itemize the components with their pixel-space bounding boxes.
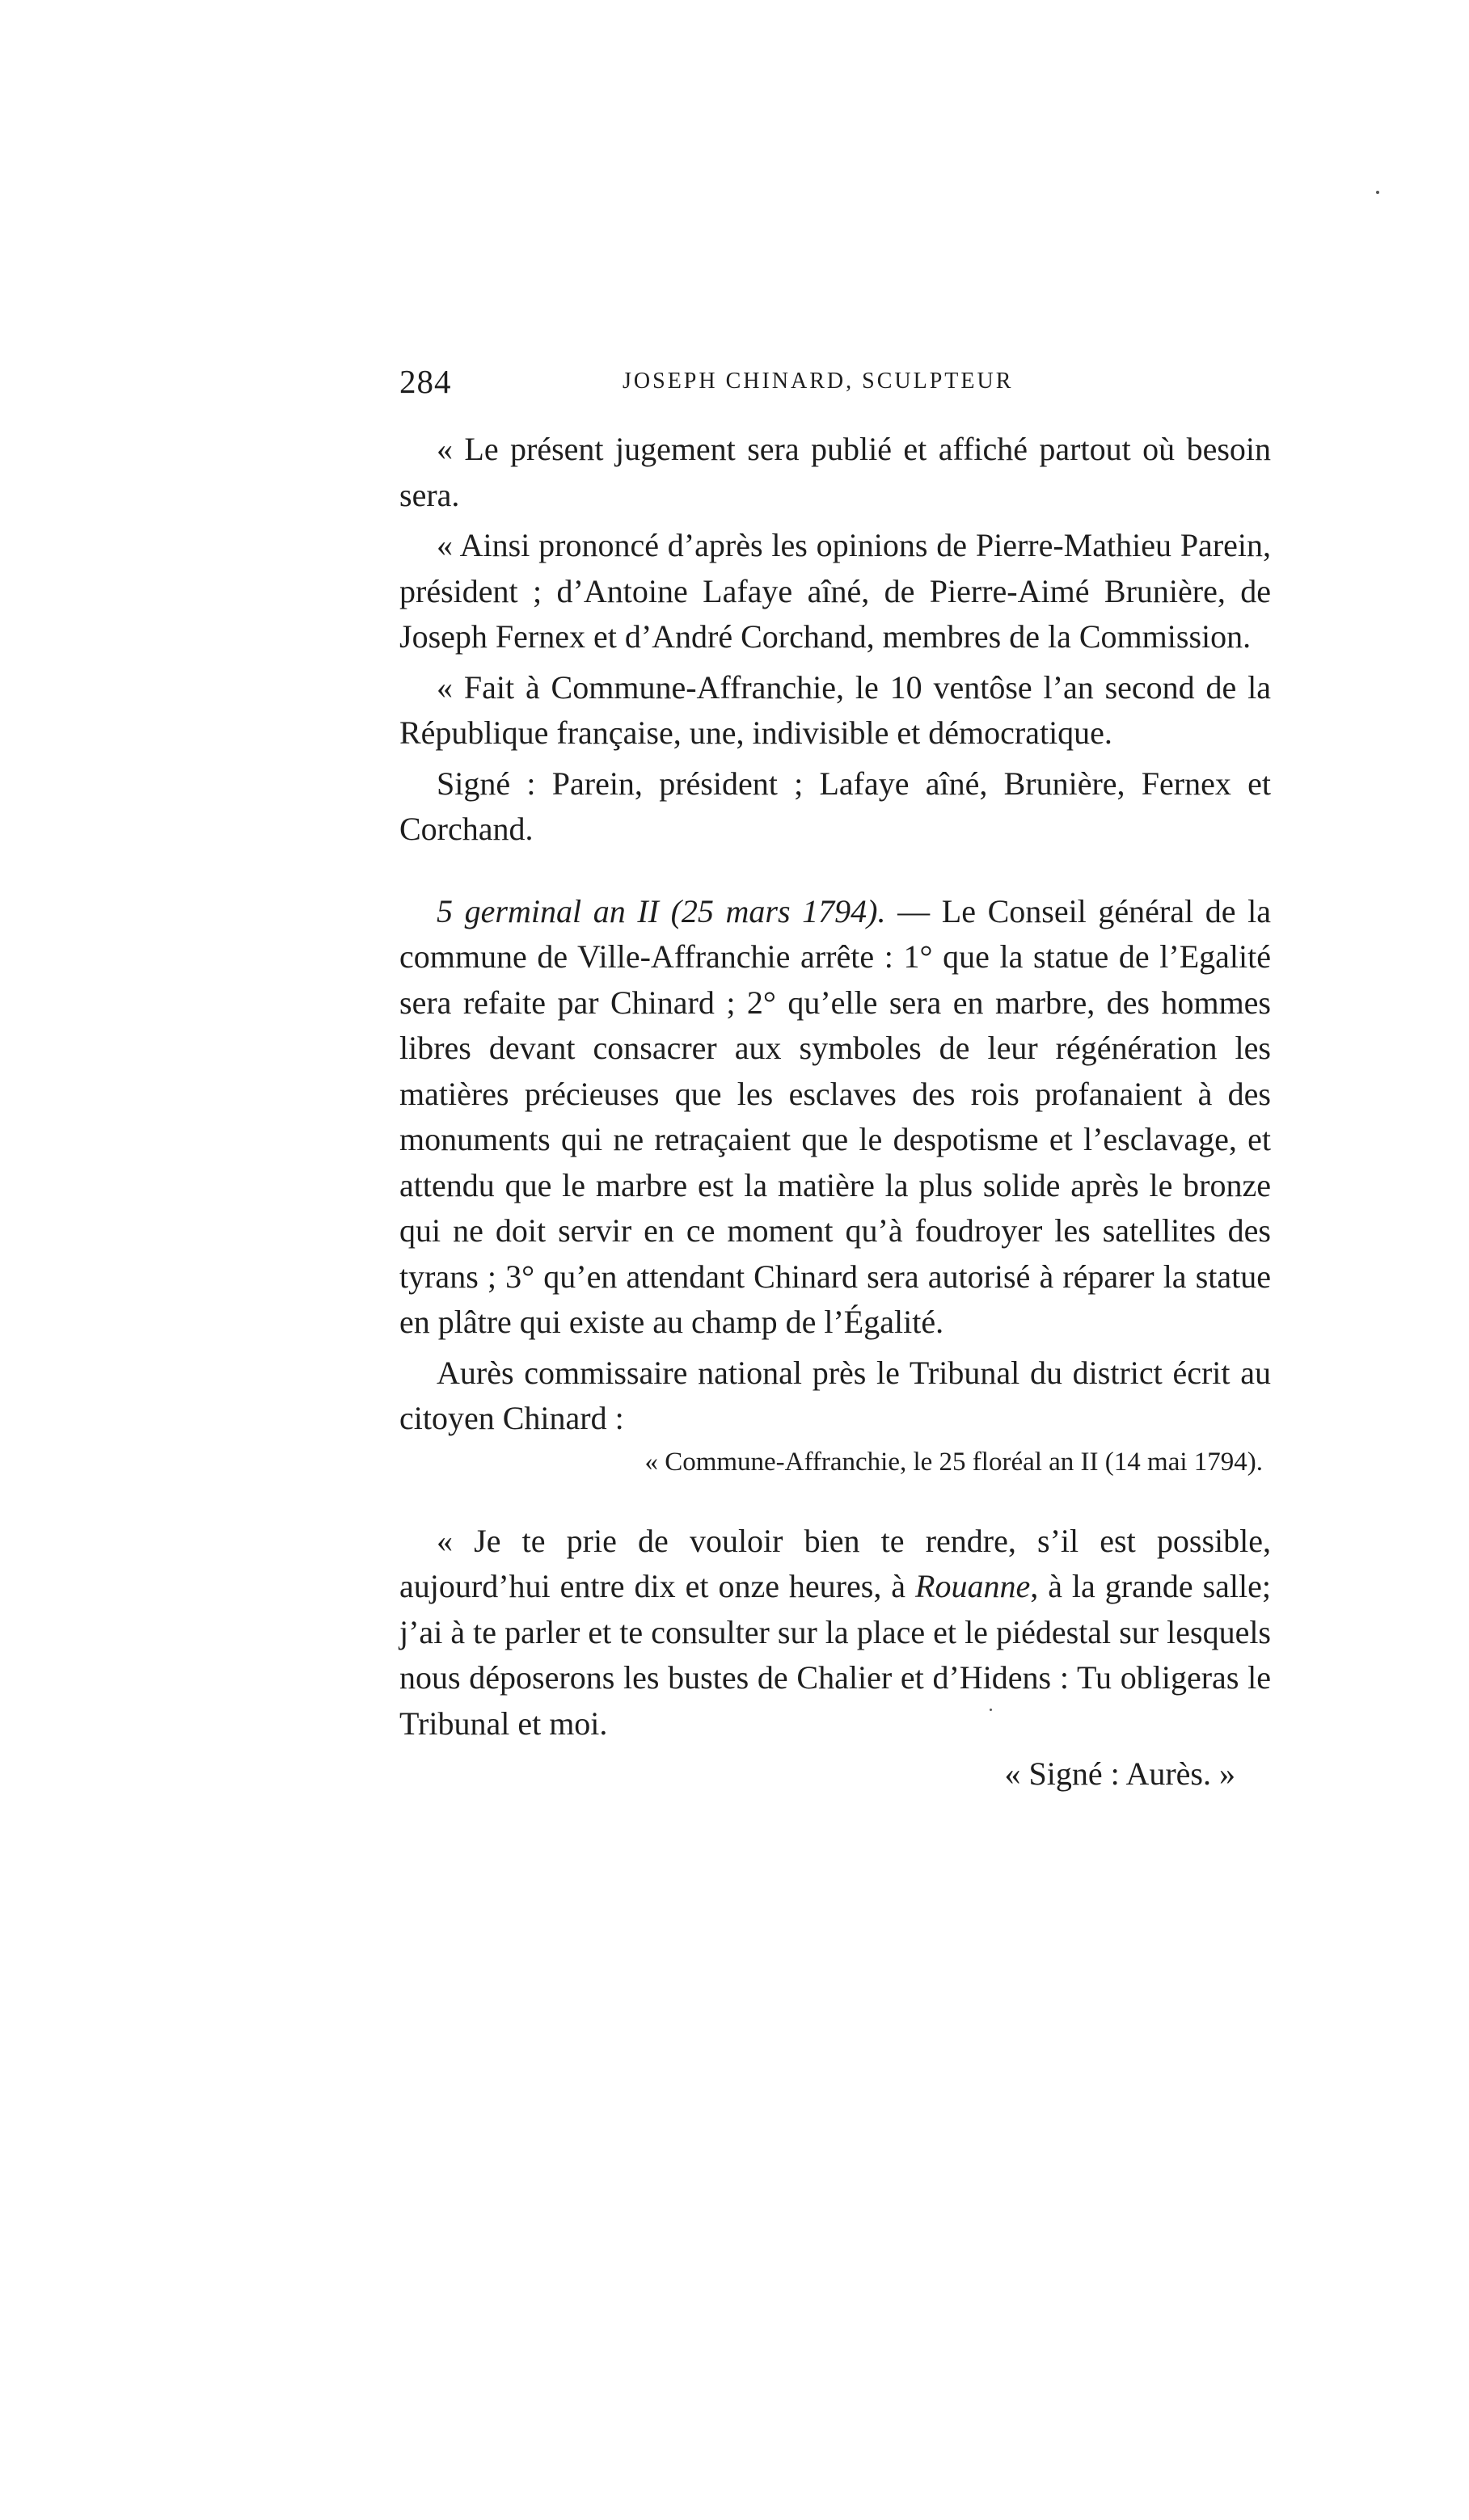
germinal-date: 5 germinal an II (25 mars 1794).: [437, 892, 886, 929]
paragraph-germinal-decision: [399, 889, 1271, 1346]
letter-place: Rouanne: [915, 1568, 1031, 1604]
page-header: [399, 357, 1273, 406]
letter-signature: « Signé : Aurès. »: [1004, 1755, 1235, 1792]
letter-body: [399, 1519, 1271, 1747]
paragraph-publication: « Le présent jugement sera publié et affiché partout où besoin sera.: [399, 431, 1271, 513]
paragraph-place-date: « Fait à Commune-Affranchie, le 10 ventôse l’an second de la République française, une, indivisible et démocratique.: [399, 668, 1271, 751]
paper-speck: [1376, 191, 1379, 194]
page-number: 284: [399, 363, 452, 400]
letter-dateline: « Commune-Affranchie, le 25 floréal an II (14 mai 1794).: [644, 1447, 1263, 1477]
paragraph-pronouncement: « Ainsi prononcé d’après les opinions de Pierre-Mathieu Parein, président ; d’Antoine Lafaye aîné, de Pierre-Aimé Brunière, de Joseph Fernex et d’André Corchand, membres de la Commission.: [399, 527, 1271, 655]
germinal-text: — Le Conseil général de la commune de Ville-Affranchie arrête : 1° que la statue de l’Egalité sera refaite par Chinard ; 2° qu’elle sera en marbre, des hommes libres devant consacrer aux symboles de leur régénération les matières précieuses que les esclaves des rois profanaient à des monuments qui ne retraçaient que le despotisme et l’esclavage, et attendu que le marbre est la matière la plus solide après le bronze qui ne doit servir en ce moment qu’à foudroyer les satellites des tyrans ; 3° qu’en attendant Chinard sera autorisé à réparer la statue en plâtre qui existe au champ de l’Égalité.: [399, 892, 1271, 1340]
paper-speck: [990, 1709, 992, 1711]
paragraph-aures-intro: Aurès commissaire national près le Tribunal du district écrit au citoyen Chinard :: [399, 1354, 1271, 1436]
body-text: [399, 427, 1271, 1797]
paragraph-signatures: Signé : Parein, président ; Lafaye aîné, Brunière, Fernex et Corchand.: [399, 765, 1271, 847]
letter-body-end: , à la grande salle; j’ai à te parler et te consulter sur la place et le piédestal sur lesquels nous déposerons les bustes de Chalier et d’Hidens : Tu obligeras le Tribunal et moi.: [399, 1568, 1271, 1742]
running-title: JOSEPH CHINARD, SCULPTEUR: [623, 369, 1014, 394]
letter-body-start: « Je te prie de vouloir bien te rendre, s’il est possible, aujourd’hui entre dix et onze heures, à: [399, 1522, 1271, 1604]
